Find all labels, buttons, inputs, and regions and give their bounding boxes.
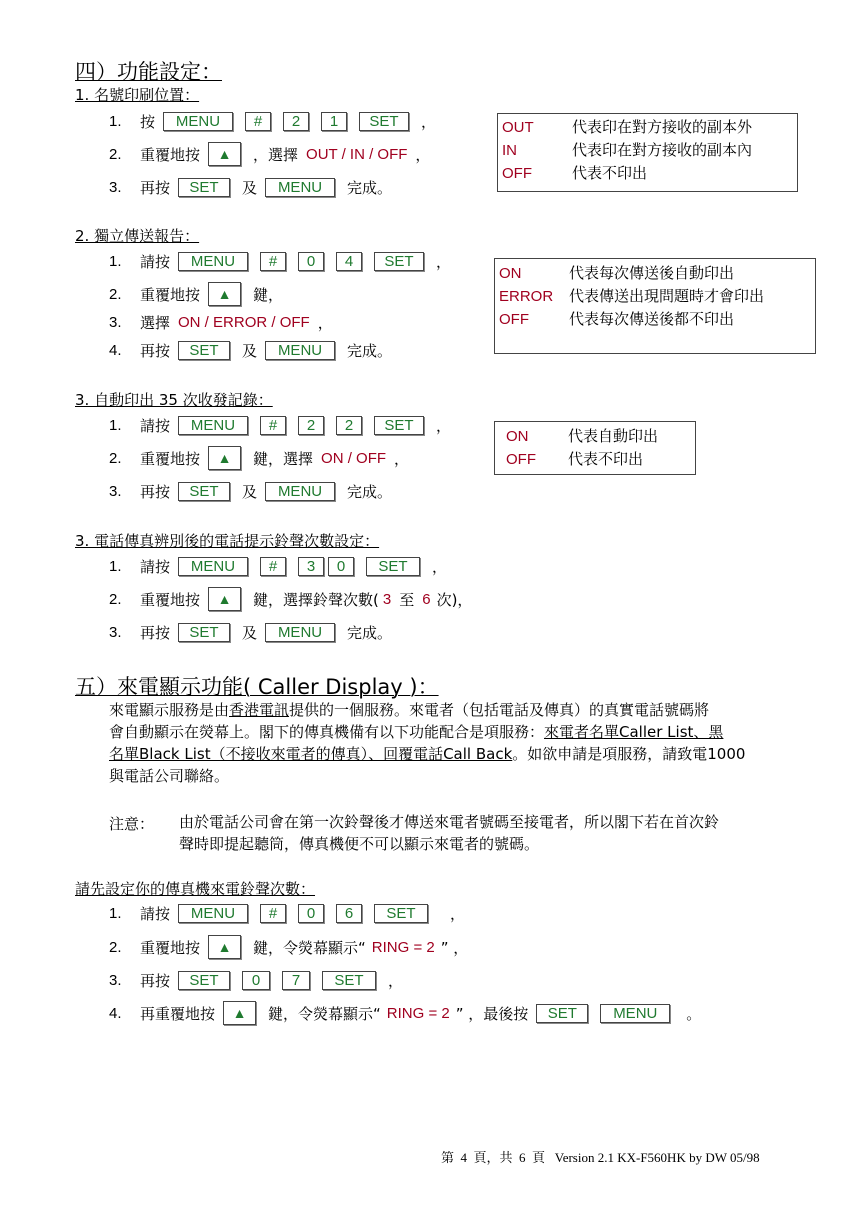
set-key: SET bbox=[178, 178, 230, 197]
para-text: 來電者名單Caller List、黑 bbox=[544, 723, 724, 741]
step-number: 3. bbox=[109, 971, 122, 989]
para-text: 會自動顯示在熒幕上。閣下的傳真機備有以下功能配合是項服務： bbox=[109, 723, 545, 741]
up-arrow-key-icon: ▲ bbox=[208, 282, 241, 306]
step-text: 請按 bbox=[140, 416, 171, 435]
step-text: 再按 bbox=[140, 623, 171, 642]
p2-options-box bbox=[494, 258, 816, 354]
option-desc: 代表每次傳送後自動印出 bbox=[569, 264, 735, 282]
step-text: ， bbox=[432, 557, 448, 576]
option-key: ON bbox=[506, 428, 529, 445]
subsection-4-title: 3. 電話傳真辨別後的電話提示鈴聲次數設定： bbox=[75, 532, 380, 550]
digit-key: 1 bbox=[321, 112, 347, 131]
option-key: OFF bbox=[499, 311, 529, 328]
step-text: 請按 bbox=[140, 252, 171, 271]
step-number: 1. bbox=[109, 416, 122, 434]
digit-key: 0 bbox=[242, 971, 270, 990]
option-desc: 代表不印出 bbox=[568, 450, 644, 468]
subsection-2-title: 2. 獨立傳送報告： bbox=[75, 227, 200, 245]
menu-key: MENU bbox=[178, 904, 248, 923]
step-number: 3. bbox=[109, 623, 122, 641]
p2-step-3 bbox=[109, 310, 333, 334]
hash-key: # bbox=[260, 252, 286, 271]
set-key: SET bbox=[374, 252, 424, 271]
option-desc: 代表不印出 bbox=[572, 164, 648, 182]
hash-key: # bbox=[260, 416, 286, 435]
step-text: 鍵，選擇鈴聲次數( bbox=[253, 590, 379, 609]
note-label: 注意： bbox=[109, 815, 155, 833]
step-text: 再按 bbox=[140, 971, 171, 990]
step-number: 1. bbox=[109, 904, 122, 922]
ring-step-2 bbox=[109, 935, 468, 959]
step-text: 鍵，選擇 bbox=[253, 449, 314, 468]
step-text: 。 bbox=[686, 1004, 702, 1023]
menu-key: MENU bbox=[265, 178, 335, 197]
step-text: 鍵，令熒幕顯示“ bbox=[253, 938, 366, 957]
step-text: 完成。 bbox=[347, 482, 393, 501]
menu-key: MENU bbox=[178, 416, 248, 435]
step-text: 按 bbox=[140, 112, 156, 131]
step-number: 2. bbox=[109, 938, 122, 956]
para-text: 名單Black List（不接收來電者的傳真）、回覆電話Call Back bbox=[109, 745, 513, 763]
para-text: 提供的一個服務。來電者（包括電話及傳真）的真實電話號碼將 bbox=[289, 701, 710, 719]
para-text: 來電顯示服務是由 bbox=[109, 701, 230, 719]
set-key: SET bbox=[322, 971, 376, 990]
step-text: ， bbox=[436, 252, 452, 271]
step-text: 及 bbox=[242, 623, 258, 642]
menu-key: MENU bbox=[163, 112, 233, 131]
option-values: ON / OFF bbox=[321, 449, 387, 467]
step-text: ， bbox=[436, 416, 452, 435]
section-5-title: 五）來電顯示功能( Caller Display )： bbox=[75, 675, 439, 699]
digit-key: 0 bbox=[298, 252, 324, 271]
subsection-1-title: 1. 名號印刷位置： bbox=[75, 86, 200, 104]
digit-key: 0 bbox=[328, 557, 354, 576]
step-text: 及 bbox=[242, 341, 258, 360]
step-text: 至 bbox=[399, 590, 415, 609]
step-text: 重覆地按 bbox=[140, 449, 201, 468]
step-text: 及 bbox=[242, 482, 258, 501]
step-text: 完成。 bbox=[347, 623, 393, 642]
step-number: 2. bbox=[109, 285, 122, 303]
display-value: RING = 2 bbox=[371, 938, 435, 956]
digit-key: 4 bbox=[336, 252, 362, 271]
p3-options-box bbox=[494, 421, 696, 475]
step-text: ， bbox=[394, 449, 410, 468]
step-text: 鍵，令熒幕顯示“ bbox=[268, 1004, 381, 1023]
option-desc: 代表每次傳送後都不印出 bbox=[569, 310, 735, 328]
caller-display-paragraph bbox=[109, 699, 745, 787]
step-text: ， bbox=[388, 971, 404, 990]
p4-step-1 bbox=[109, 554, 447, 578]
digit-key: 2 bbox=[298, 416, 324, 435]
digit-key: 2 bbox=[336, 416, 362, 435]
up-arrow-key-icon: ▲ bbox=[223, 1001, 256, 1025]
up-arrow-key-icon: ▲ bbox=[208, 446, 241, 470]
step-text: 重覆地按 bbox=[140, 285, 201, 304]
p1-step-1 bbox=[109, 109, 436, 133]
step-text: ， bbox=[415, 145, 431, 164]
ring-setting-title: 請先設定你的傳真機來電鈴聲次數： bbox=[75, 880, 316, 898]
step-number: 1. bbox=[109, 252, 122, 270]
step-text: 完成。 bbox=[347, 178, 393, 197]
option-key: OFF bbox=[506, 451, 536, 468]
digit-key: 7 bbox=[282, 971, 310, 990]
step-number: 1. bbox=[109, 557, 122, 575]
p4-step-3 bbox=[109, 620, 392, 644]
step-text: ， bbox=[421, 112, 437, 131]
digit-key: 2 bbox=[283, 112, 309, 131]
up-arrow-key-icon: ▲ bbox=[208, 142, 241, 166]
step-number: 3. bbox=[109, 482, 122, 500]
set-key: SET bbox=[374, 904, 428, 923]
p1-step-2 bbox=[109, 142, 430, 166]
step-text: 重覆地按 bbox=[140, 938, 201, 957]
step-number: 2. bbox=[109, 145, 122, 163]
menu-key: MENU bbox=[178, 557, 248, 576]
step-text: 再按 bbox=[140, 341, 171, 360]
step-number: 3. bbox=[109, 178, 122, 196]
option-values: OUT / IN / OFF bbox=[306, 145, 408, 163]
p2-step-4 bbox=[109, 338, 392, 362]
step-text: 重覆地按 bbox=[140, 145, 201, 164]
step-text: 次)， bbox=[436, 590, 473, 609]
option-key: ON bbox=[499, 265, 522, 282]
set-key: SET bbox=[178, 623, 230, 642]
step-text: 鍵， bbox=[253, 285, 284, 304]
step-text: 再按 bbox=[140, 178, 171, 197]
option-key: OUT bbox=[502, 119, 534, 136]
step-number: 2. bbox=[109, 590, 122, 608]
step-text: 及 bbox=[242, 178, 258, 197]
hash-key: # bbox=[245, 112, 271, 131]
option-key: ERROR bbox=[499, 288, 554, 305]
up-arrow-key-icon: ▲ bbox=[208, 935, 241, 959]
option-key: IN bbox=[502, 142, 517, 159]
display-value: RING = 2 bbox=[386, 1004, 450, 1022]
ring-step-3 bbox=[109, 968, 403, 992]
step-text: 再重覆地按 bbox=[140, 1004, 216, 1023]
step-text: ，選擇 bbox=[253, 145, 299, 164]
step-text: 重覆地按 bbox=[140, 590, 201, 609]
ring-step-4 bbox=[109, 1001, 701, 1025]
set-key: SET bbox=[178, 971, 230, 990]
hash-key: # bbox=[260, 557, 286, 576]
p3-step-2 bbox=[109, 446, 409, 470]
set-key: SET bbox=[374, 416, 424, 435]
page-footer: 第 4 頁，共 6 頁 Version 2.1 KX-F560HK by DW 05/98 bbox=[441, 1150, 760, 1165]
set-key: SET bbox=[536, 1004, 588, 1023]
option-values: ON / ERROR / OFF bbox=[178, 313, 310, 331]
p3-step-1 bbox=[109, 413, 451, 437]
digit-key: 6 bbox=[336, 904, 362, 923]
menu-key: MENU bbox=[265, 623, 335, 642]
p1-step-3 bbox=[109, 175, 392, 199]
step-text: 選擇 bbox=[140, 313, 171, 332]
step-text: 請按 bbox=[140, 557, 171, 576]
set-key: SET bbox=[178, 482, 230, 501]
p3-step-3 bbox=[109, 479, 392, 503]
para-text: 。如欲申請是項服務，請致電1000 bbox=[512, 745, 746, 763]
step-number: 4. bbox=[109, 1004, 122, 1022]
note-line: 由於電話公司會在第一次鈴聲後才傳送來電者號碼至接電者，所以閣下若在首次鈴 bbox=[179, 813, 720, 831]
hash-key: # bbox=[260, 904, 286, 923]
step-text: ， bbox=[450, 904, 466, 923]
step-text: 再按 bbox=[140, 482, 171, 501]
option-desc: 代表傳送出現問題時才會印出 bbox=[569, 287, 765, 305]
menu-key: MENU bbox=[265, 482, 335, 501]
digit-key: 0 bbox=[298, 904, 324, 923]
step-number: 4. bbox=[109, 341, 122, 359]
para-text: 與電話公司聯絡。 bbox=[109, 767, 230, 785]
step-number: 1. bbox=[109, 112, 122, 130]
p2-step-2 bbox=[109, 282, 283, 306]
step-text: 完成。 bbox=[347, 341, 393, 360]
set-key: SET bbox=[366, 557, 420, 576]
note-text bbox=[179, 811, 719, 855]
step-text: 請按 bbox=[140, 904, 171, 923]
note-line: 聲時即提起聽筒，傳真機便不可以顯示來電者的號碼。 bbox=[179, 835, 540, 853]
set-key: SET bbox=[359, 112, 409, 131]
step-text: ” ， bbox=[440, 938, 469, 957]
menu-key: MENU bbox=[600, 1004, 670, 1023]
p1-options-box bbox=[497, 113, 798, 192]
subsection-3-title: 3. 自動印出 35 次收發記錄： bbox=[75, 391, 273, 409]
option-key: OFF bbox=[502, 165, 532, 182]
menu-key: MENU bbox=[178, 252, 248, 271]
section-4-title: 四）功能設定： bbox=[75, 60, 222, 84]
step-text: ， bbox=[317, 313, 333, 332]
option-desc: 代表自動印出 bbox=[568, 427, 659, 445]
option-desc: 代表印在對方接收的副本內 bbox=[572, 141, 753, 159]
step-text: ” ，最後按 bbox=[455, 1004, 529, 1023]
p2-step-1 bbox=[109, 249, 451, 273]
option-values: 3 bbox=[382, 590, 392, 608]
p4-step-2 bbox=[109, 587, 472, 611]
menu-key: MENU bbox=[265, 341, 335, 360]
option-desc: 代表印在對方接收的副本外 bbox=[572, 118, 753, 136]
step-number: 3. bbox=[109, 313, 122, 331]
step-number: 2. bbox=[109, 449, 122, 467]
set-key: SET bbox=[178, 341, 230, 360]
up-arrow-key-icon: ▲ bbox=[208, 587, 241, 611]
para-text: 香港電訊 bbox=[229, 701, 290, 719]
ring-step-1 bbox=[109, 901, 465, 925]
option-values: 6 bbox=[422, 590, 431, 608]
digit-key: 3 bbox=[298, 557, 324, 576]
